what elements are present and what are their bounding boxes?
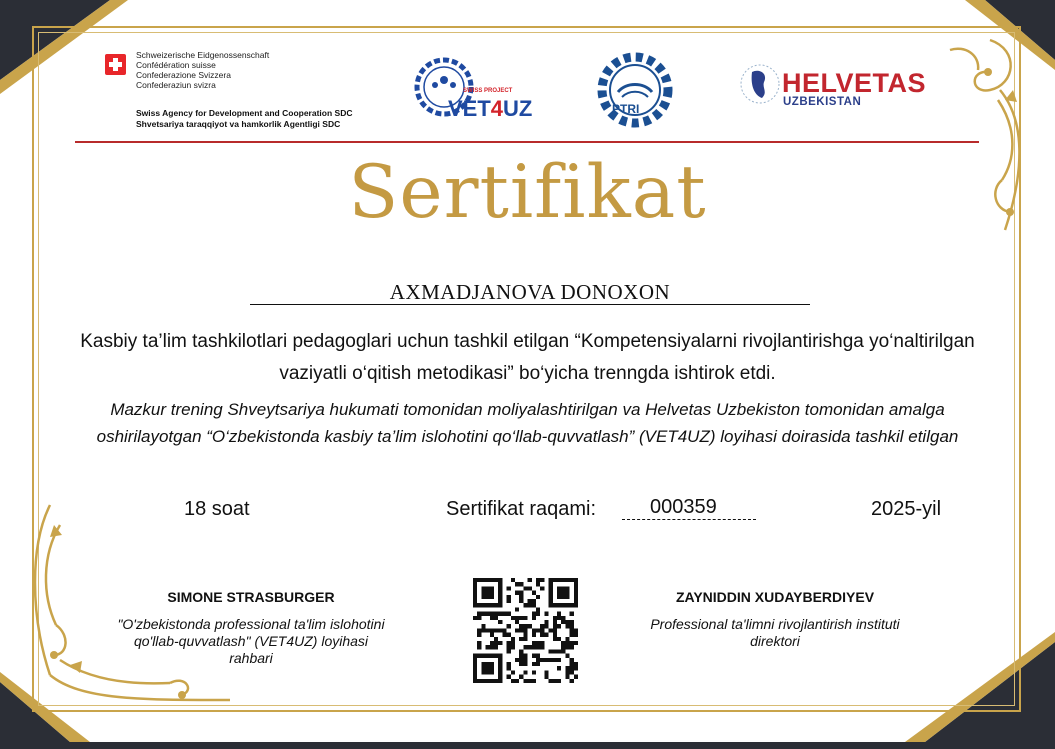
sdc-agency-line: Swiss Agency for Development and Cooperation SDC: [136, 108, 353, 118]
sdc-name-line: Confederaziun svizra: [136, 80, 216, 90]
helvetas-wordmark: HELVETAS: [782, 68, 927, 98]
sdc-agency-names: [136, 108, 352, 129]
certificate-body-main: Kasbiy ta’lim tashkilotlari pedagoglari uchun tashkil etilgan “Kompetensiyalarni rivojlantirishga yo‘naltirilgan vaziyatli o‘qitish metodikasi” bo‘yicha trenngda ishtirok etdi.: [80, 331, 975, 384]
training-hours: 18 soat: [184, 498, 250, 520]
signatory-left-role: "O'zbekistonda professional ta'lim islohotini qo'llab-quvvatlash" (VET4UZ) loyihasi rahbari: [117, 616, 385, 666]
signatory-left: [116, 589, 386, 667]
helvetas-subtitle: UZBEKISTAN: [783, 96, 862, 108]
signatory-left-name: SIMONE STRASBURGER: [167, 589, 335, 605]
header-divider: [75, 141, 979, 143]
qr-code-icon: [473, 578, 578, 683]
certificate-number-underline: [622, 519, 756, 520]
certificate-body-italic: Mazkur trening Shveytsariya hukumati tomonidan moliyalashtirilgan va Helvetas Uzbekiston tomonidan amalga oshirilayotgan “O‘zbekistonda kasbiy ta’lim islohotini qo‘llab-quvvatlash” (VET4UZ) loyihasi doirasida tashkil etilgan: [96, 400, 959, 446]
certificate-number-label: Sertifikat raqami:: [446, 498, 602, 520]
sdc-name-line: Confederazione Svizzera: [136, 70, 231, 80]
vet4uz-tag: SWISS PROJECT: [463, 88, 513, 94]
recipient-underline: [250, 304, 810, 305]
sdc-confederation-names: [136, 50, 269, 90]
recipient-name: AXMADJANOVA DONOXON: [389, 280, 671, 304]
swiss-flag-icon: [105, 54, 126, 75]
vet4uz-digit: 4: [490, 96, 504, 121]
ptri-wordmark: PTRI: [612, 102, 640, 116]
certificate-title: Sertifikat: [348, 150, 707, 235]
vet4uz-brand: VET: [448, 96, 491, 121]
vet4uz-suffix: UZ: [503, 96, 533, 121]
sdc-name-line: Confédération suisse: [136, 60, 216, 70]
ptri-gear-icon: [596, 52, 674, 128]
certificate-number-value: 000359: [650, 496, 717, 518]
signatory-right-role: Professional ta'limni rivojlantirish instituti direktori: [650, 616, 900, 649]
signatory-right-name: ZAYNIDDIN XUDAYBERDIYEV: [675, 589, 875, 605]
certificate-year: 2025-yil: [871, 498, 942, 520]
vet4uz-wordmark: [448, 96, 532, 122]
sdc-name-line: Schweizerische Eidgenossenschaft: [136, 50, 270, 60]
signatory-right: [630, 589, 920, 650]
sdc-agency-line: Shvetsariya taraqqiyot va hamkorlik Agentligi SDC: [136, 118, 341, 129]
